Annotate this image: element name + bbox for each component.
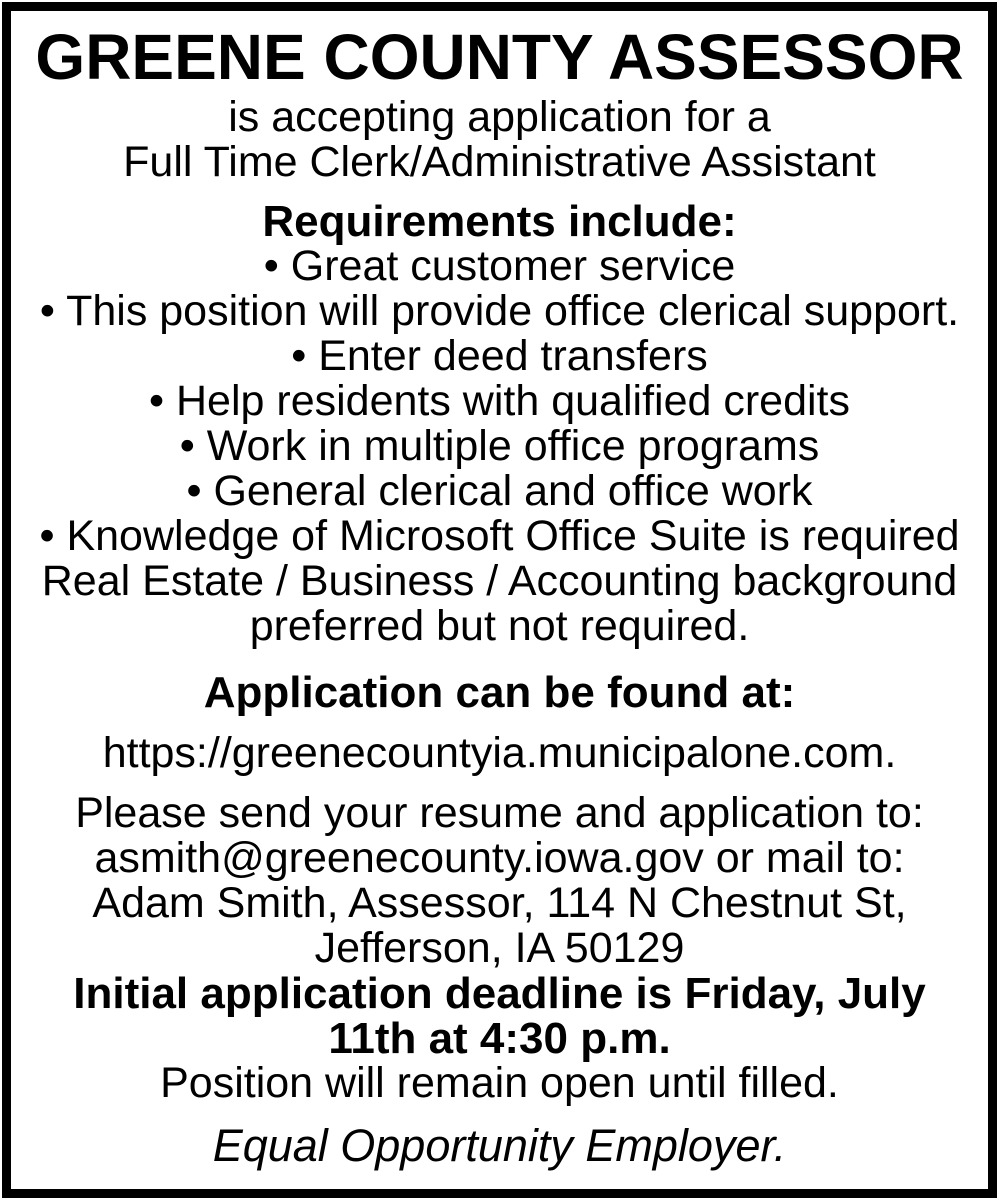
- requirement-item: • Enter deed transfers: [291, 332, 708, 380]
- requirements-note-line-1: Real Estate / Business / Accounting background: [41, 557, 958, 605]
- deadline-line-1: Initial application deadline is Friday, July: [73, 969, 926, 1018]
- requirement-item: • Help residents with qualified credits: [149, 377, 850, 425]
- deadline-line-2: 11th at 4:30 p.m.: [328, 1014, 671, 1063]
- open-until-filled-line: Position will remain open until filled.: [160, 1059, 839, 1107]
- equal-opportunity-footer: Equal Opportunity Employer.: [212, 1120, 787, 1171]
- requirement-item: • General clerical and office work: [186, 467, 813, 515]
- job-ad-frame: [2, 2, 997, 1198]
- contact-line-address: Adam Smith, Assessor, 114 N Chestnut St,: [92, 879, 907, 927]
- contact-line-email: asmith@greenecounty.iowa.gov or mail to:: [94, 834, 905, 882]
- ad-title: GREENE COUNTY ASSESSOR: [35, 21, 964, 93]
- contact-block: [11, 791, 988, 1106]
- requirement-item: • Work in multiple office programs: [179, 422, 820, 470]
- requirements-heading: Requirements include:: [262, 197, 737, 246]
- intro-line-1: is accepting application for a: [228, 93, 771, 141]
- intro-line-2: Full Time Clerk/Administrative Assistant: [123, 138, 876, 186]
- intro-block: [11, 95, 988, 185]
- requirements-note-line-2: preferred but not required.: [249, 602, 750, 650]
- requirement-item: • Knowledge of Microsoft Office Suite is required: [39, 512, 960, 560]
- requirement-item: • Great customer service: [263, 242, 736, 290]
- requirement-item: • This position will provide office clerical support.: [39, 287, 960, 335]
- application-url: https://greenecountyia.municipalone.com.: [102, 729, 897, 777]
- application-heading: Application can be found at:: [203, 668, 796, 717]
- contact-line-city-state-zip: Jefferson, IA 50129: [314, 924, 685, 972]
- contact-line-send-to: Please send your resume and application to:: [75, 789, 924, 837]
- requirements-list: [11, 244, 988, 649]
